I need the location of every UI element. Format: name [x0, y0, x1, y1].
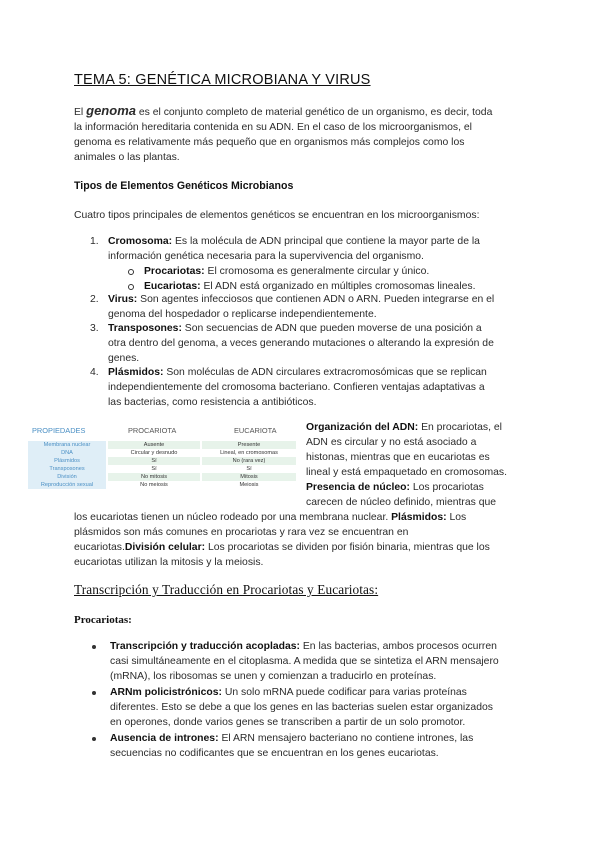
cromosoma-line-2: información genética necesaria para la supervivencia del organismo.	[108, 251, 424, 262]
procariotas-text: El cromosoma es generalmente circular y único.	[204, 266, 430, 277]
list-item-plasmidos	[108, 365, 487, 380]
table-cell: Lineal, en cromosomas	[220, 450, 278, 456]
table-cell: Plásmidos	[28, 457, 106, 465]
table-cell: No (rara vez)	[202, 457, 296, 465]
wrap-line-7-text: los eucariotas tienen un núcleo rodeado por una membrana nuclear.	[74, 512, 392, 523]
acopladas-line-3: (mRNA), los ribosomas se unen y comienzan a traducirlo en proteínas.	[110, 671, 437, 682]
cromosoma-line-1: Es la molécula de ADN principal que contiene la mayor parte de la	[172, 236, 480, 247]
acopladas-line-2: casi simultáneamente en el citoplasma. A medida que se sintetiza el ARN mensajero	[110, 656, 499, 667]
policistronicos-line-2: diferentes. Esto se debe a que los genes en las bacterias suelen estar organizados	[110, 702, 493, 713]
table-row	[28, 481, 296, 489]
bullet-item-acopladas	[110, 639, 497, 654]
table-row	[28, 441, 296, 449]
wrap-line-9	[74, 540, 490, 555]
wrap-line-8: plásmidos son más comunes en procariotas y rara vez se encuentran en	[74, 527, 409, 538]
list-number-4: 4.	[90, 367, 99, 378]
term-plasmidos-2: Plásmidos:	[391, 512, 447, 523]
genoma-term: genoma	[86, 103, 136, 118]
term-intrones: Ausencia de intrones:	[110, 733, 219, 744]
intro-prefix: El	[74, 107, 87, 118]
table-header-eucariota: EUCARIOTA	[234, 426, 277, 435]
term-organizacion-adn: Organización del ADN:	[306, 422, 419, 433]
section-heading-transcripcion: Transcripción y Traducción en Procariotas y Eucariotas:	[74, 582, 379, 597]
wrap-line-7	[74, 510, 466, 525]
side-line-5-text: Los procariotas	[409, 482, 484, 493]
subheading-procariotas: Procariotas:	[74, 614, 132, 626]
side-line-5	[306, 480, 484, 495]
table-cell: No mitosis	[108, 473, 200, 481]
section-heading-tipos: Tipos de Elementos Genéticos Microbianos	[74, 180, 294, 192]
term-transposones: Transposones:	[108, 323, 182, 334]
table-cell: Reproducción sexual	[28, 481, 106, 489]
side-line-4: lineal y está empaquetado en cromosomas.	[306, 467, 507, 478]
term-division-celular: División celular:	[124, 542, 206, 553]
term-cromosoma: Cromosoma:	[108, 236, 173, 247]
circle-bullet-icon	[128, 284, 134, 290]
plasmidos-line-3: las bacterias, como resistencia a antibióticos.	[108, 397, 317, 408]
transposones-line-1: Son secuencias de ADN que pueden moverse de una posición a	[181, 323, 482, 334]
table-row	[28, 473, 296, 481]
policistronicos-line-1: Un solo mRNA puede codificar para varias proteínas	[222, 687, 467, 698]
eucariotas-text: El ADN está organizado en múltiples cromosomas lineales.	[200, 281, 476, 292]
list-item-transposones	[108, 321, 482, 336]
table-header-procariota: PROCARIOTA	[128, 426, 177, 435]
table-cell: División	[28, 473, 106, 481]
term-acopladas: Transcripción y traducción acopladas:	[110, 641, 300, 652]
list-number-3: 3.	[90, 323, 99, 334]
section-lead: Cuatro tipos principales de elementos genéticos se encuentran en los microorganismos:	[74, 210, 480, 221]
list-item-virus	[108, 292, 494, 307]
policistronicos-line-3: en operones, donde varios genes se transcriben a partir de un solo promotor.	[110, 717, 466, 728]
table-cell: Sí	[246, 466, 252, 472]
table-cell: Sí	[151, 466, 157, 472]
transposones-line-3: genes.	[108, 353, 140, 364]
table-cell: Presente	[202, 441, 296, 449]
list-item-cromosoma	[108, 234, 480, 249]
term-eucariotas: Eucariotas:	[144, 281, 201, 292]
intro-line-3: genoma es relativamente más pequeño que en organismos más complejos como los	[74, 137, 465, 148]
table-cell: Sí	[108, 457, 200, 465]
table-cell: Meiosis	[239, 482, 259, 488]
bullet-item-intrones	[110, 731, 473, 746]
table-row	[28, 465, 296, 473]
table-cell: Membrana nuclear	[28, 441, 106, 449]
side-line-2: ADN es circular y no está asociado a	[306, 437, 477, 448]
acopladas-line-1: En las bacterias, ambos procesos ocurren	[299, 641, 497, 652]
table-cell: Ausente	[108, 441, 200, 449]
side-line-6: carecen de núcleo definido, mientras que	[306, 497, 497, 508]
term-policistronicos: ARNm policistrónicos:	[110, 687, 222, 698]
bullet-dot-icon	[92, 737, 96, 741]
virus-line-1: Son agentes infecciosos que contienen ADN o ARN. Pueden integrarse en el	[137, 294, 495, 305]
circle-bullet-icon	[128, 269, 134, 275]
wrap-line-9-text: eucariotas.	[74, 542, 125, 553]
bullet-item-policistronicos	[110, 685, 467, 700]
table-cell: DNA	[28, 449, 106, 457]
table-cell: Transposones	[28, 465, 106, 473]
intro-line-1	[74, 103, 492, 120]
term-procariotas: Procariotas:	[144, 266, 205, 277]
plasmidos-line-2: independientemente del cromosoma bacteriano. Confieren ventajas adaptativas a	[108, 382, 485, 393]
intrones-line-1: El ARN mensajero bacteriano no contiene intrones, las	[218, 733, 474, 744]
table-cell: Mitosis	[202, 473, 296, 481]
side-line-1-text: En procariotas, el	[418, 422, 502, 433]
side-line-1	[306, 420, 502, 435]
wrap-line-9-end: Los procariotas se dividen por fisión binaria, mientras que los	[205, 542, 490, 553]
intro-line-2: la información hereditaria contenida en su ADN. En el caso de los microorganismos, el	[74, 122, 472, 133]
transposones-line-2: otra dentro del genoma, a veces generando mutaciones o alterando la expresión de	[108, 338, 494, 349]
list-number-2: 2.	[90, 294, 99, 305]
page-title: TEMA 5: GENÉTICA MICROBIANA Y VIRUS	[74, 72, 371, 88]
intro-line-4: animales o las plantas.	[74, 152, 180, 163]
intrones-line-2: secuencias no codificantes que se encuentran en los genes eucariotas.	[110, 748, 439, 759]
bullet-dot-icon	[92, 645, 96, 649]
table-header-propiedades: PROPIEDADES	[32, 426, 86, 435]
term-presencia-nucleo: Presencia de núcleo:	[306, 482, 410, 493]
table-row	[28, 449, 296, 457]
term-virus: Virus:	[108, 294, 138, 305]
side-line-3: histonas, mientras que en eucariotas es	[306, 452, 490, 463]
list-number-1: 1.	[90, 236, 99, 247]
wrap-line-10: eucariotas utilizan la mitosis y la meiosis.	[74, 557, 264, 568]
sublist-item-procariotas	[144, 264, 429, 279]
term-plasmidos: Plásmidos:	[108, 367, 164, 378]
plasmidos-line-1: Son moléculas de ADN circulares extracromosómicas que se replican	[163, 367, 487, 378]
table-row	[28, 457, 296, 465]
bullet-dot-icon	[92, 691, 96, 695]
virus-line-2: genoma del hospedador o replicarse independientemente.	[108, 309, 377, 320]
table-cell: Circular y desnudo	[130, 450, 178, 456]
wrap-line-7-end: Los	[446, 512, 467, 523]
table-cell: No meiosis	[140, 482, 168, 488]
intro-line1-rest: es el conjunto completo de material genético de un organismo, es decir, toda	[135, 107, 493, 118]
